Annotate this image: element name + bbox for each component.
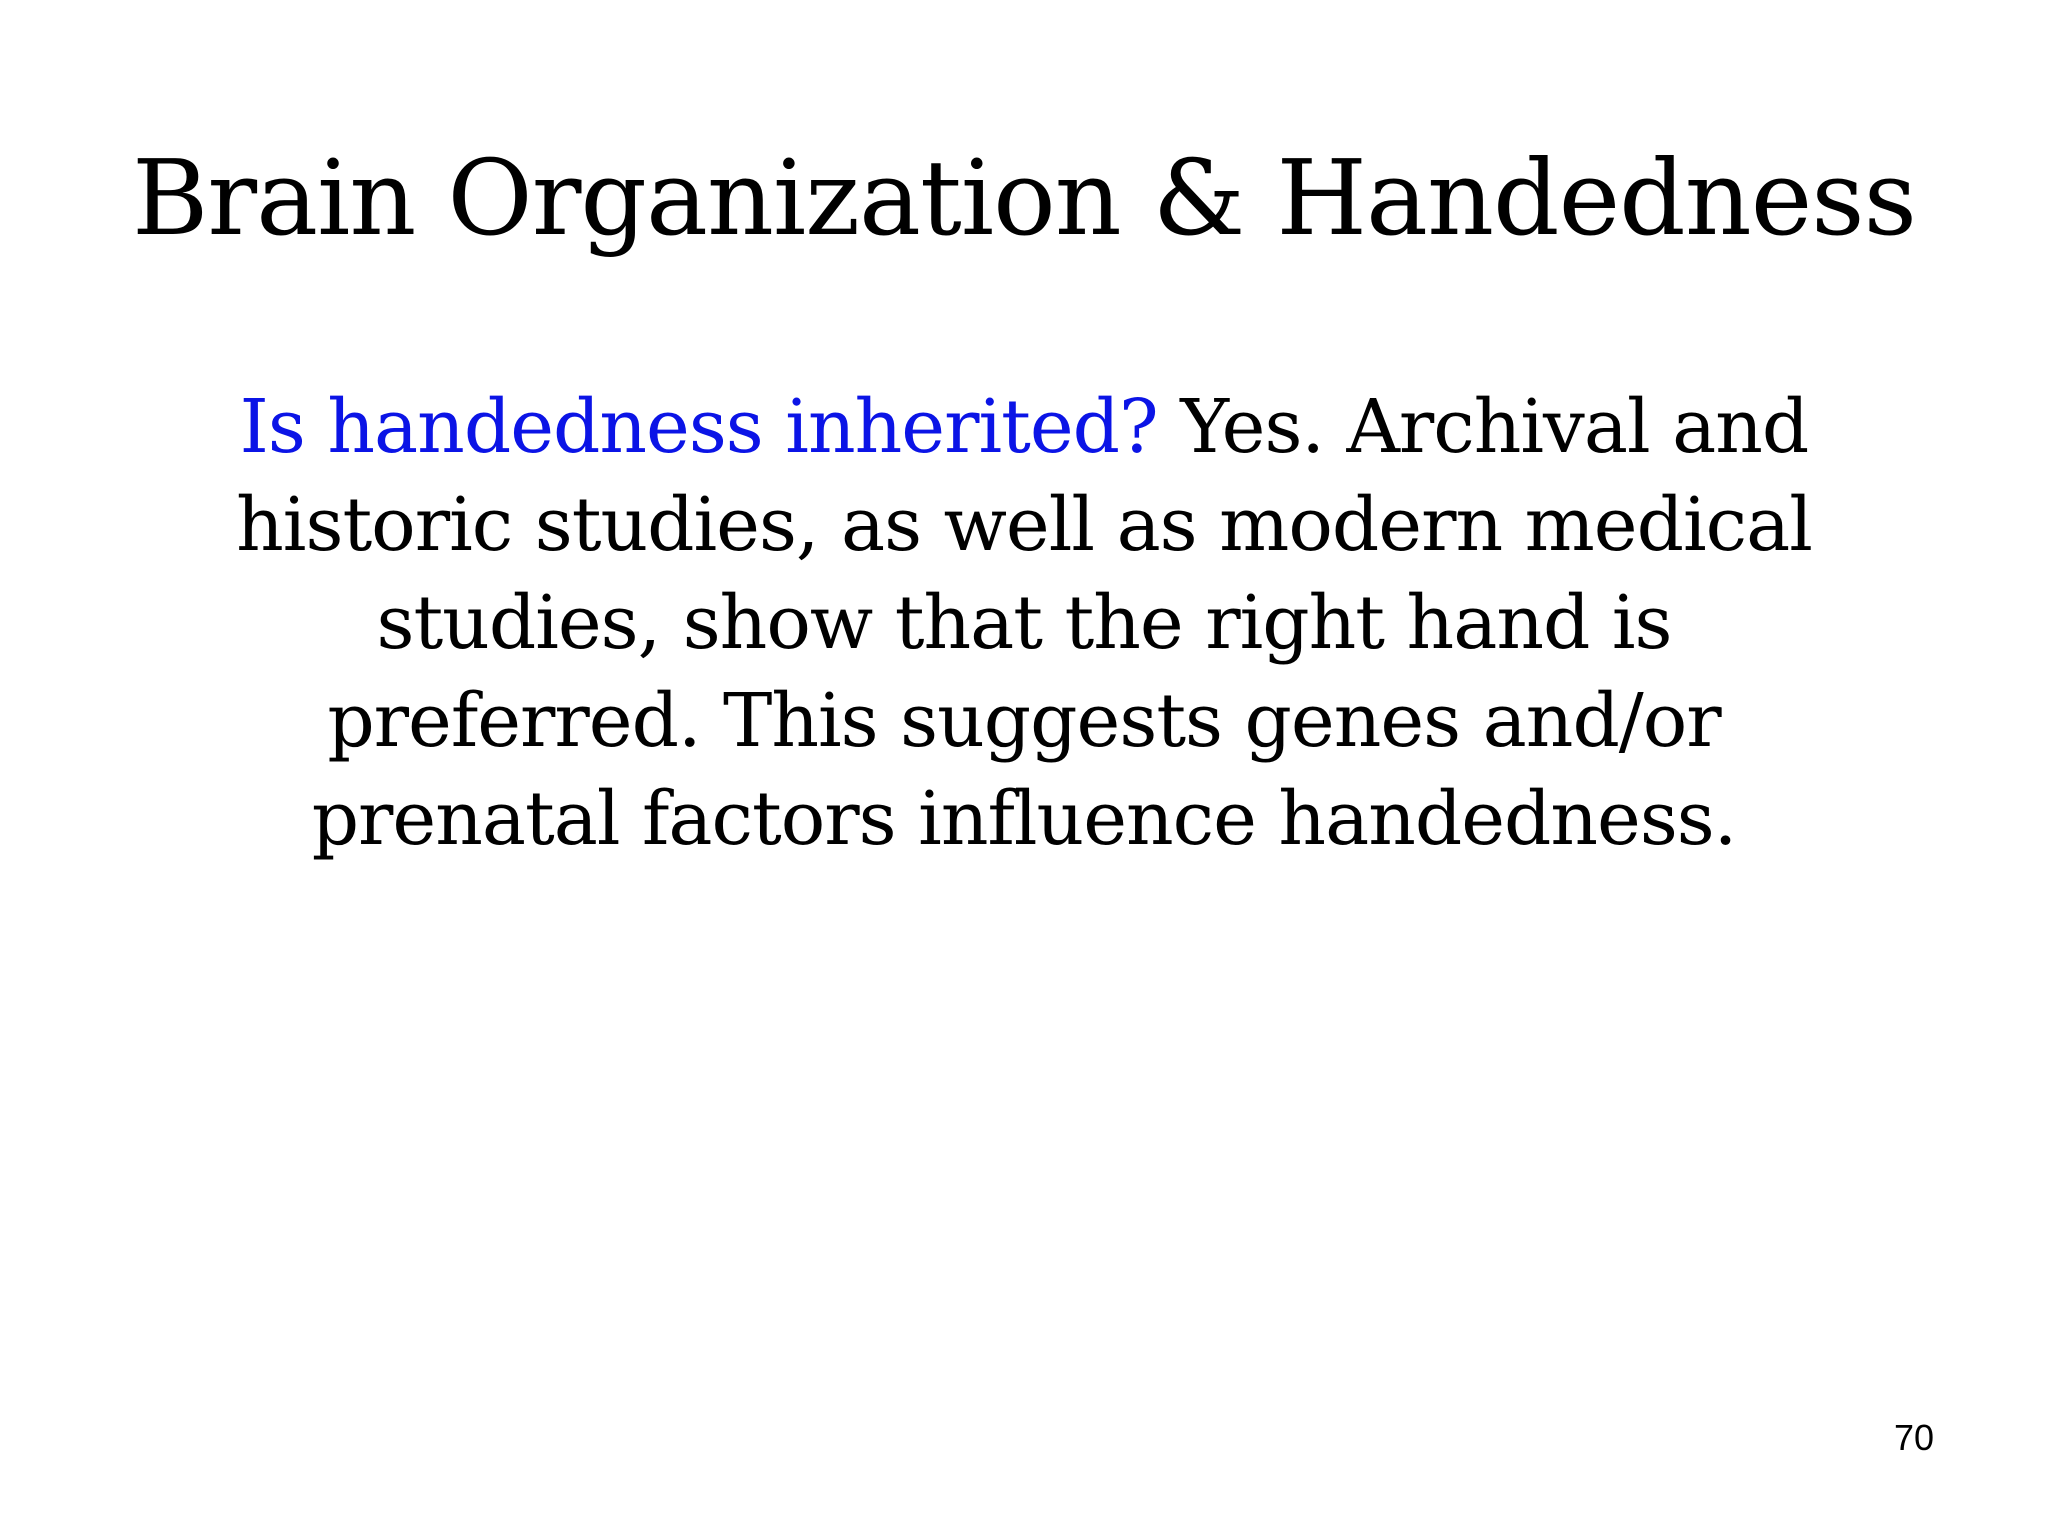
question-text: Is handedness inherited? bbox=[239, 384, 1158, 470]
slide-body-text bbox=[184, 378, 1864, 868]
page-number: 70 bbox=[1893, 1417, 1934, 1458]
answer-text: Yes. Archival and historic studies, as well as modern medical studies, show that the right hand is preferred. This suggests genes and/or prenatal factors influence handedness. bbox=[236, 384, 1812, 862]
slide-title: Brain Organization & Handedness bbox=[131, 137, 1917, 259]
